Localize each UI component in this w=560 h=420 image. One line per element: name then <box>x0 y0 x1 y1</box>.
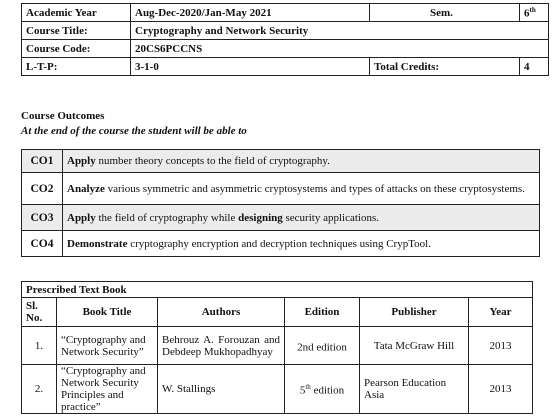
table-row <box>22 327 533 365</box>
course-outcomes-table <box>21 149 540 257</box>
info-row <box>22 40 549 58</box>
outcome-row <box>22 173 540 205</box>
academic-year-label: Academic Year <box>22 4 131 22</box>
info-row <box>22 4 549 22</box>
textbook-caption-row <box>22 282 533 298</box>
course-info-table <box>21 3 549 76</box>
outcome-text: Demonstrate cryptography encryption and decryption techniques using CrypTool. <box>63 231 540 257</box>
outcome-text: Analyze various symmetric and asymmetric cryptosystems and types of attacks on these cryptosystems. <box>63 173 540 205</box>
edition-cell: 2nd edition <box>285 327 360 365</box>
year-cell: 2013 <box>469 365 533 414</box>
credits-value: 4 <box>520 58 549 76</box>
column-header: Publisher <box>360 298 469 327</box>
ltp-label: L-T-P: <box>22 58 131 76</box>
book-title-cell: “Cryptography and Network Security Principles and practice” <box>57 365 158 414</box>
sem-value: 6th <box>520 4 549 22</box>
outcome-row <box>22 150 540 173</box>
sl-no-cell: 2. <box>22 365 57 414</box>
outcomes-heading: Course Outcomes <box>21 110 105 122</box>
column-header: Authors <box>158 298 285 327</box>
outcome-row <box>22 231 540 257</box>
outcomes-subheading: At the end of the course the student will be able to <box>21 125 247 137</box>
textbook-header-row <box>22 298 533 327</box>
info-row <box>22 58 549 76</box>
outcome-text: Apply the field of cryptography while designing security applications. <box>63 205 540 231</box>
table-row <box>22 365 533 414</box>
authors-cell: Behrouz A. Forouzan and Debdeep Mukhopadhyay <box>158 327 285 365</box>
book-title-cell: “Cryptography and Network Security” <box>57 327 158 365</box>
textbook-caption: Prescribed Text Book <box>22 282 533 298</box>
column-header: Book Title <box>57 298 158 327</box>
column-header: Year <box>469 298 533 327</box>
edition-cell: 5th edition <box>285 365 360 414</box>
outcome-id: CO1 <box>22 150 63 173</box>
credits-label: Total Credits: <box>370 58 520 76</box>
sl-no-cell: 1. <box>22 327 57 365</box>
outcome-row <box>22 205 540 231</box>
course-code-label: Course Code: <box>22 40 131 58</box>
academic-year-value: Aug-Dec-2020/Jan-May 2021 <box>131 4 370 22</box>
column-header: Edition <box>285 298 360 327</box>
column-header: Sl. No. <box>22 298 57 327</box>
outcome-id: CO3 <box>22 205 63 231</box>
outcome-id: CO2 <box>22 173 63 205</box>
outcome-text: Apply number theory concepts to the field of cryptography. <box>63 150 540 173</box>
course-title-value: Cryptography and Network Security <box>131 22 549 40</box>
course-title-label: Course Title: <box>22 22 131 40</box>
ltp-value: 3-1-0 <box>131 58 370 76</box>
info-row <box>22 22 549 40</box>
publisher-cell: Tata McGraw Hill <box>360 327 469 365</box>
publisher-cell: Pearson Education Asia <box>360 365 469 414</box>
year-cell: 2013 <box>469 327 533 365</box>
textbook-table <box>21 281 533 414</box>
outcome-id: CO4 <box>22 231 63 257</box>
course-code-value: 20CS6PCCNS <box>131 40 549 58</box>
sem-label: Sem. <box>370 4 520 22</box>
authors-cell: W. Stallings <box>158 365 285 414</box>
